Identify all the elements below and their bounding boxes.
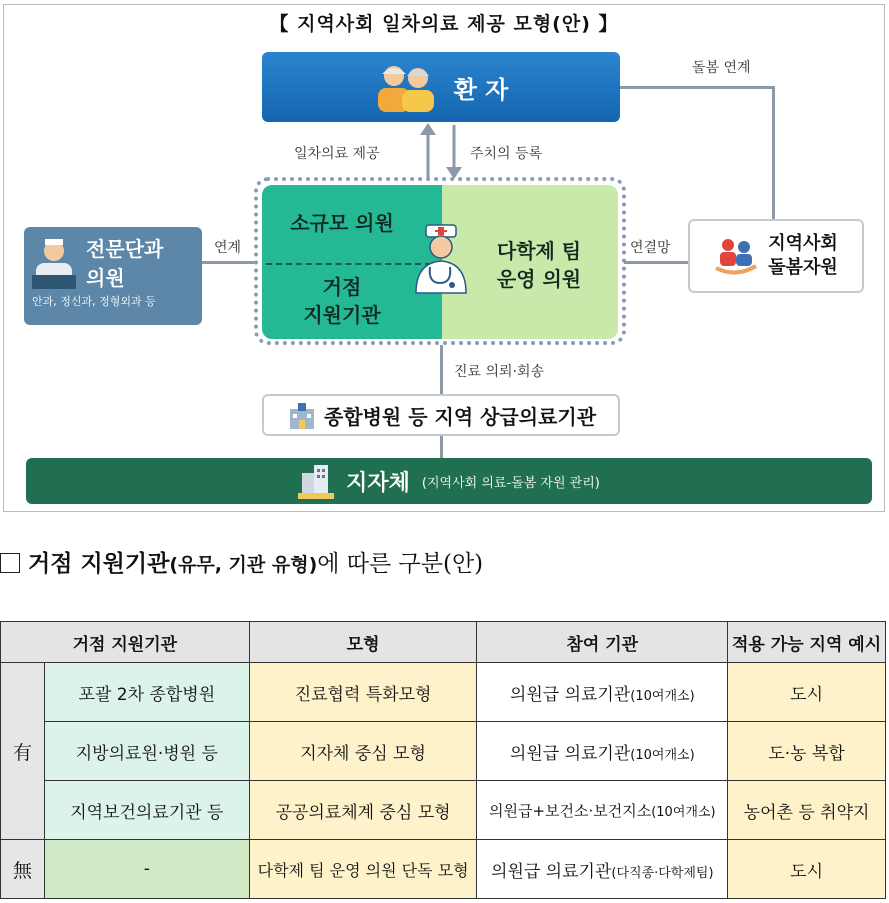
section-heading [0,545,483,578]
hub-anchor-line1: 거점 [322,275,362,299]
table-row [1,781,886,840]
community-line2: 돌봄자원 [768,257,838,278]
specialist-clinic-box [24,227,202,325]
link-label: 연계 [214,240,242,256]
participants-main: 의원급 의료기관 [491,861,612,882]
participants-cell [477,722,728,781]
team-clinic-line1: 다학제 팀 [496,239,582,263]
heading-rest: 에 따른 구분(안) [317,551,484,577]
heading-bold: 거점 지원기관 [28,550,170,577]
specialist-line1: 전문단과 [86,237,164,261]
participants-main: 의원급 의료기관 [509,684,631,705]
region-cell: 도시 [728,840,886,899]
region-cell: 농어촌 등 취약지 [728,781,886,840]
local-government-note: (지역사회 의료-돌봄 자원 관리) [421,475,600,491]
region-cell: 도·농 복합 [728,722,886,781]
patient-label: 환 자 [453,75,509,104]
table-row [1,722,886,781]
specialist-doctor-icon [32,235,76,289]
header-cell: 적용 가능 지역 예시 [728,622,886,663]
specialist-examples: 안과, 정신과, 정형외과 등 [32,295,156,308]
institution-cell: 지역보건의료기관 등 [44,781,249,840]
model-cell: 다학제 팀 운영 의원 단독 모형 [249,840,477,899]
model-cell: 공공의료체계 중심 모형 [249,781,477,840]
institution-cell: 포괄 2차 종합병원 [44,663,249,722]
city-building-icon [298,463,334,499]
community-resource-box [688,219,864,293]
registration-label: 주치의 등록 [470,146,543,162]
specialist-line2: 의원 [86,266,125,290]
hospital-icon [286,401,318,429]
institution-cell: - [44,840,249,899]
participants-note: (10여개소) [630,688,695,704]
table-header-row [1,622,886,663]
arrows-icon [416,123,466,181]
primary-care-label: 일차의료 제공 [294,146,380,162]
header-cell: 참여 기관 [477,622,728,663]
connector-line [772,86,775,221]
participants-note: (다직종·다학제팀) [611,865,714,881]
network-label: 연결망 [630,240,671,256]
elderly-couple-icon [374,62,438,112]
local-government-bar [26,458,872,504]
connector-line [440,345,443,395]
caregiver-icon [714,236,758,276]
small-clinic-label: 소규모 의원 [290,211,394,235]
care-link-label: 돌봄 연계 [692,60,751,76]
patient-box [262,52,620,122]
participants-cell [477,663,728,722]
connector-line [202,261,256,264]
participants-main: 의원급 의료기관 [509,743,631,764]
group-no-cell: 無 [1,840,45,899]
group-yes-cell: 有 [1,663,45,840]
local-government-label: 지자체 [346,470,410,496]
model-cell: 진료협력 특화모형 [249,663,477,722]
region-cell: 도시 [728,663,886,722]
table-row [1,840,886,899]
upper-institution-box [262,394,620,436]
participants-main: 의원급+보건소·보건지소 [488,801,652,820]
care-model-diagram [3,4,885,512]
referral-label: 진료 의뢰·회송 [454,364,545,380]
doctor-icon [410,223,472,295]
participants-cell [477,781,728,840]
header-cell: 모형 [249,622,477,663]
participants-note: (10여개소) [630,747,695,763]
heading-paren: (유무, 기관 유형) [169,554,318,576]
diagram-title: 【 지역사회 일차의료 제공 모형(안) 】 [269,13,619,35]
checkbox-square-icon [0,553,20,573]
header-cell: 거점 지원기관 [1,622,250,663]
classification-table [0,621,886,899]
connector-line [620,86,775,89]
connector-line [624,261,690,264]
community-line1: 지역사회 [768,233,838,254]
participants-note: (10여개소) [651,804,716,820]
hub-anchor-line2: 지원기관 [303,303,381,327]
institution-cell: 지방의료원·병원 등 [44,722,249,781]
table-row [1,663,886,722]
team-clinic-line2: 운영 의원 [496,267,582,291]
upper-institution-label: 종합병원 등 지역 상급의료기관 [323,404,597,429]
connector-line [440,436,443,459]
model-cell: 지자체 중심 모형 [249,722,477,781]
participants-cell [477,840,728,899]
